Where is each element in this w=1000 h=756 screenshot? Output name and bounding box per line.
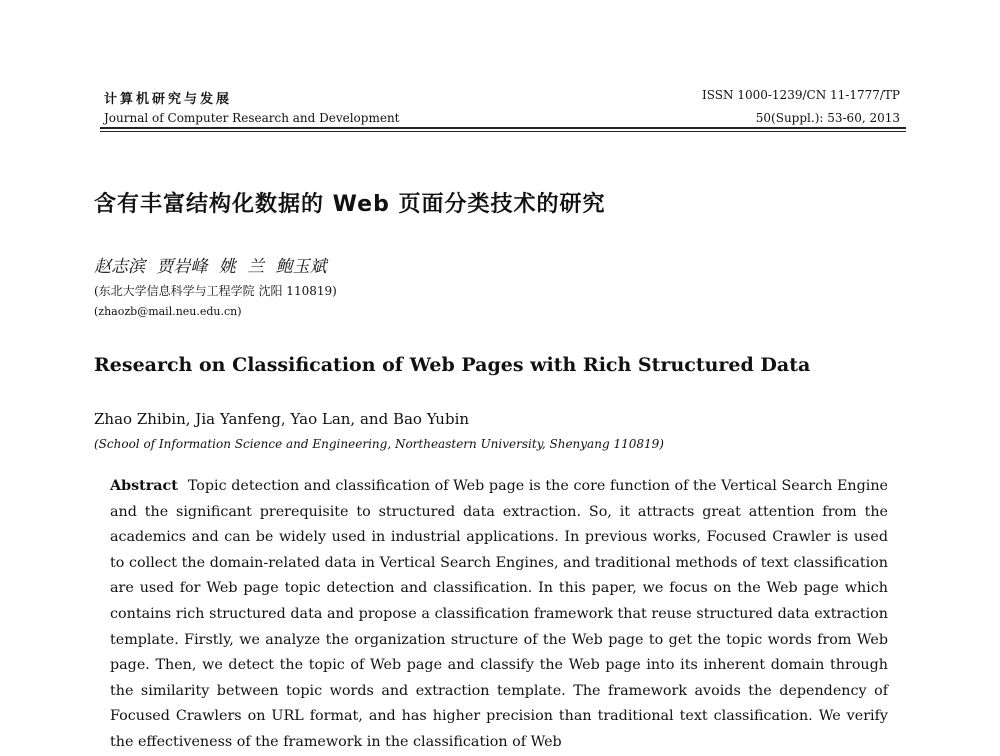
paper-title-en: Research on Classification of Web Pages with Rich Structured Data — [94, 354, 811, 376]
abstract-label: Abstract — [110, 478, 178, 494]
journal-name-en: Journal of Computer Research and Development — [104, 111, 400, 125]
authors-en: Zhao Zhibin, Jia Yanfeng, Yao Lan, and Bao Yubin — [94, 410, 470, 428]
author-email: (zhaozb@mail.neu.edu.cn) — [94, 305, 242, 318]
header-rule — [100, 127, 906, 129]
affiliation-cn: (东北大学信息科学与工程学院 沈阳 110819) — [94, 284, 337, 298]
affiliation-en: (School of Information Science and Engineering, Northeastern University, Shenyang 110819) — [94, 437, 664, 451]
journal-name-cn: 计算机研究与发展 — [104, 92, 233, 107]
volume-pages: 50(Suppl.): 53-60, 2013 — [755, 111, 900, 125]
abstract-text: Topic detection and classification of Web page is the core function of the Vertical Search Engine and the significant prerequisite to structured data extraction. So, it attracts great attention from the academics and can be widely used in industrial applications. In previous works, Focused Crawler is used to collect the domain-related data in Vertical Search Engines, and traditional methods of text classification are used for Web page topic detection and classification. In this paper, we focus on the Web page which contains rich structured data and propose a classification framework that reuse structured data extraction template. Firstly, we analyze the organization structure of the Web page to get the topic words from Web page. Then, we detect the topic of Web page and classify the Web page into its inherent domain through the similarity between topic words and extraction template. The framework avoids the dependency of Focused Crawlers on URL format, and has higher precision than traditional text classification. We verify the effectiveness of the framework in the classification of Web — [110, 478, 888, 750]
paper-title-cn: 含有丰富结构化数据的 Web 页面分类技术的研究 — [94, 192, 606, 217]
issn-number: ISSN 1000-1239/CN 11-1777/TP — [702, 88, 900, 102]
abstract — [110, 474, 888, 756]
authors-cn: 赵志滨 贾岩峰 姚 兰 鲍玉斌 — [94, 257, 327, 277]
header-rule-thin — [100, 131, 906, 132]
